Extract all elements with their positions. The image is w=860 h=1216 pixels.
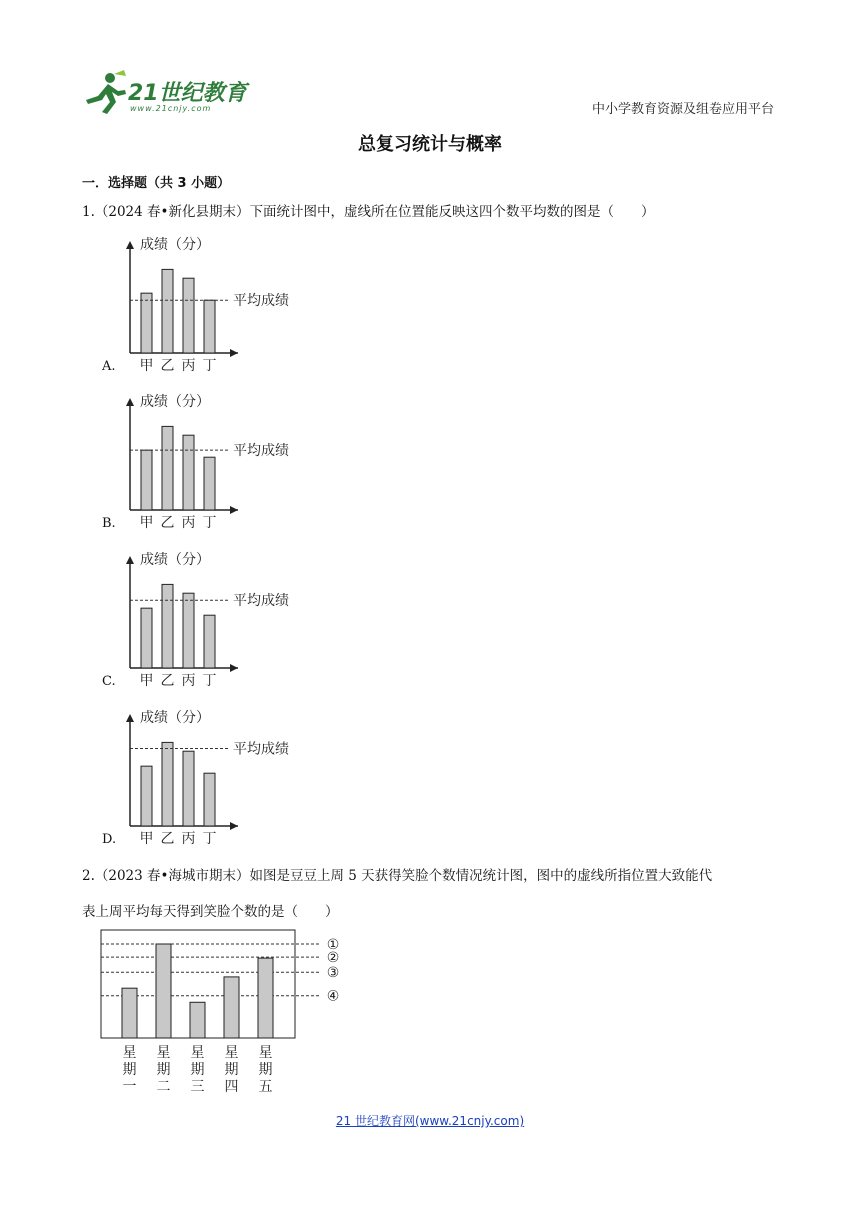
x-axis-arrow-icon <box>230 349 238 357</box>
page-title: 总复习统计与概率 <box>358 134 502 155</box>
question-2-chart <box>95 925 355 1110</box>
bar <box>141 608 152 668</box>
bar <box>204 457 215 510</box>
x-tick-label: 期 <box>258 1062 273 1078</box>
x-tick-label: 星 <box>190 1045 205 1061</box>
x-tick-label: 乙 <box>160 831 175 846</box>
x-tick-label: 丁 <box>202 358 217 373</box>
y-axis-arrow-icon <box>126 398 134 406</box>
x-axis-arrow-icon <box>230 506 238 514</box>
logo <box>80 70 250 116</box>
x-tick-label: 丙 <box>181 358 196 373</box>
y-axis-arrow-icon <box>126 556 134 564</box>
y-axis-label: 成绩（分） <box>140 552 210 568</box>
option-a-chart <box>120 233 320 373</box>
y-axis-arrow-icon <box>126 241 134 249</box>
bar <box>204 615 215 668</box>
y-axis-label: 成绩（分） <box>140 237 210 253</box>
bar <box>122 988 137 1038</box>
x-tick-label: 期 <box>156 1062 171 1078</box>
bar <box>162 584 173 668</box>
runner-logo-icon <box>80 70 128 116</box>
x-tick-label: 丁 <box>202 673 217 688</box>
bar <box>204 773 215 826</box>
average-label: 平均成绩 <box>233 741 289 758</box>
x-tick-label: 丙 <box>181 515 196 530</box>
x-tick-label: 甲 <box>139 673 154 688</box>
bar <box>258 958 273 1038</box>
x-tick-label: 二 <box>156 1079 171 1095</box>
y-axis-label: 成绩（分） <box>140 394 210 410</box>
x-tick-label: 甲 <box>139 358 154 373</box>
x-tick-label: 甲 <box>139 831 154 846</box>
option-b-label: B. <box>102 516 116 531</box>
bar <box>162 269 173 353</box>
option-d-chart <box>120 706 320 846</box>
x-tick-label: 甲 <box>139 515 154 530</box>
x-tick-label: 星 <box>224 1045 239 1061</box>
bar <box>204 300 215 353</box>
reference-line-label: ② <box>326 950 340 967</box>
x-tick-label: 期 <box>224 1062 239 1078</box>
average-label: 平均成绩 <box>233 443 289 460</box>
x-tick-label: 丙 <box>181 673 196 688</box>
option-a-label: A. <box>102 359 116 374</box>
y-axis-arrow-icon <box>126 714 134 722</box>
x-tick-label: 一 <box>122 1079 137 1095</box>
x-tick-label: 四 <box>224 1079 239 1095</box>
option-c-chart <box>120 548 320 688</box>
x-tick-label: 期 <box>122 1062 137 1078</box>
reference-line-label: ③ <box>326 965 340 982</box>
bar <box>162 742 173 826</box>
x-tick-label: 丁 <box>202 515 217 530</box>
option-c-label: C. <box>102 674 116 689</box>
bar <box>141 766 152 826</box>
y-axis-label: 成绩（分） <box>140 710 210 726</box>
x-tick-label: 星 <box>258 1045 273 1061</box>
bar <box>224 977 239 1038</box>
bar <box>183 593 194 668</box>
question-2-text-line1: 2.（2023 春•海城市期末）如图是豆豆上周 5 天获得笑脸个数情况统计图，图中的虚线所指位置大致能代 <box>82 868 713 884</box>
bar <box>162 426 173 510</box>
option-d-label: D. <box>102 832 117 847</box>
x-tick-label: 三 <box>190 1079 205 1095</box>
bar <box>183 435 194 510</box>
footer-link[interactable]: 21 世纪教育网(www.21cnjy.com) <box>335 1114 525 1128</box>
bar <box>156 944 171 1038</box>
logo-text: 21世纪教育 <box>128 81 247 106</box>
platform-name: 中小学教育资源及组卷应用平台 <box>591 102 774 117</box>
question-1-text: 1.（2024 春•新化县期末）下面统计图中，虚线所在位置能反映这四个数平均数的图是（ ） <box>82 204 655 220</box>
x-tick-label: 乙 <box>160 515 175 530</box>
average-label: 平均成绩 <box>233 293 289 310</box>
x-tick-label: 乙 <box>160 673 175 688</box>
average-label: 平均成绩 <box>233 593 289 610</box>
x-tick-label: 丁 <box>202 831 217 846</box>
x-tick-label: 星 <box>156 1045 171 1061</box>
bar <box>183 278 194 353</box>
question-2-text-line2: 表上周平均每天得到笑脸个数的是（ ） <box>82 904 339 920</box>
x-tick-label: 五 <box>258 1079 273 1095</box>
option-b-chart <box>120 390 320 530</box>
x-tick-label: 星 <box>122 1045 137 1061</box>
bar <box>183 751 194 826</box>
bar <box>141 450 152 510</box>
section-heading: 一．选择题（共 3 小题） <box>82 176 231 191</box>
bar <box>141 293 152 353</box>
x-tick-label: 期 <box>190 1062 205 1078</box>
reference-line-label: ① <box>326 937 340 953</box>
x-axis-arrow-icon <box>230 664 238 672</box>
x-tick-label: 丙 <box>181 831 196 846</box>
x-axis-arrow-icon <box>230 822 238 830</box>
x-tick-label: 乙 <box>160 358 175 373</box>
bar <box>190 1002 205 1038</box>
logo-url: www.21cnjy.com <box>130 104 212 113</box>
reference-line-label: ④ <box>326 988 340 1005</box>
